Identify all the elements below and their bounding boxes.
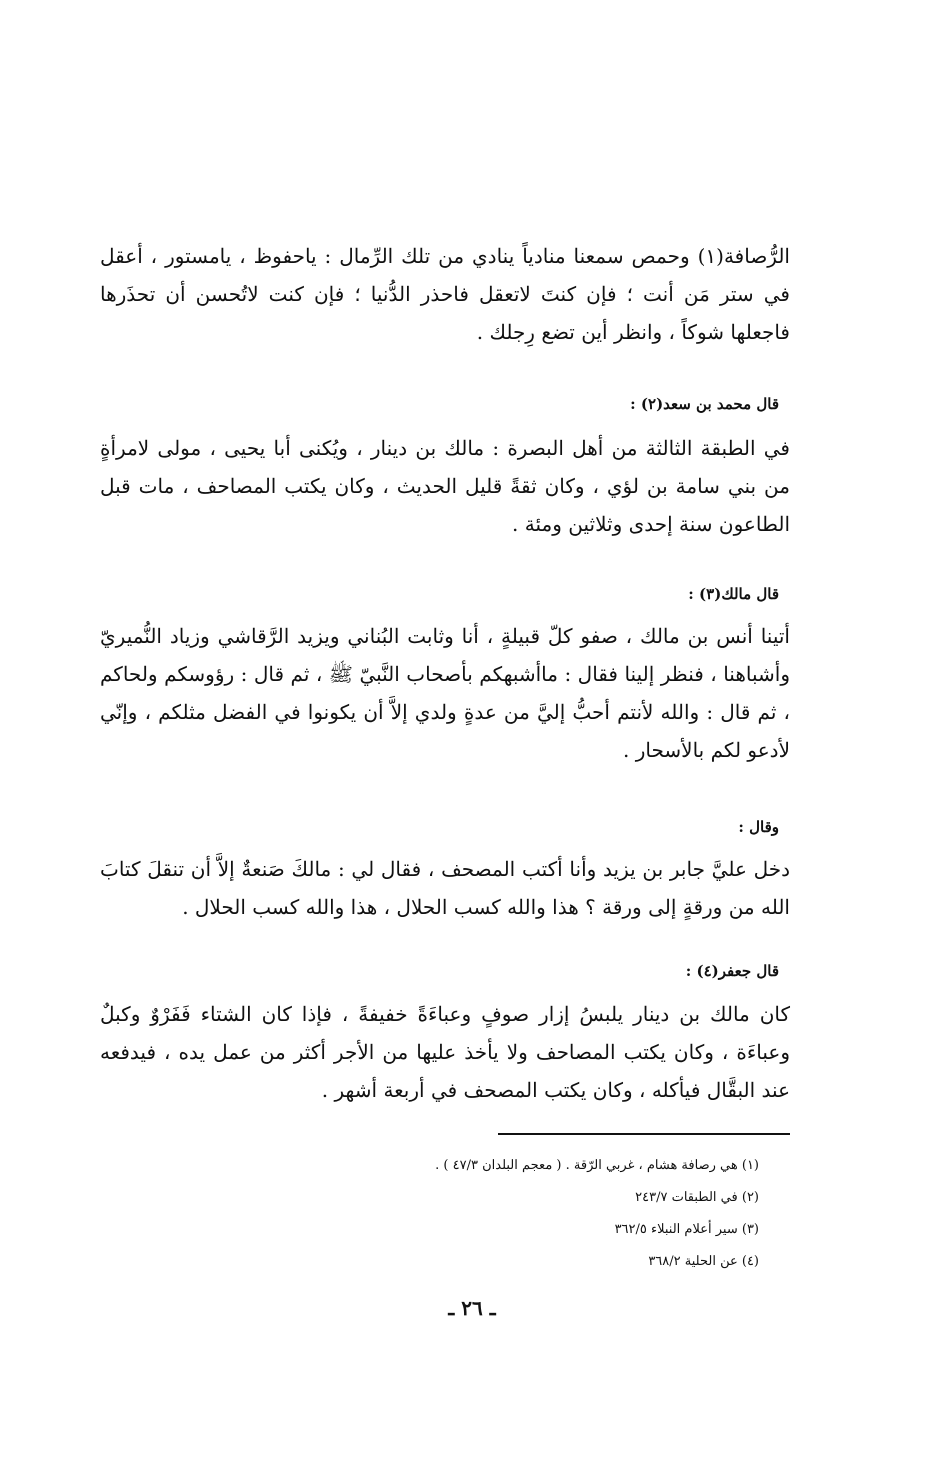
heading-malik: قال مالك(٣) : — [688, 585, 779, 603]
paragraph-malik-clothing: كان مالك بن دينار يلبسُ إزار صوفٍ وعباءَةً خفيفةً ، فإذا كان الشتاء فَفَرْوٌ وكبلٌ وعباءَة ، وكان يكتب المصاحف ولا يأخذ عليها من الأجر أكثر من عمل يده ، فيدفعه عند البقَّال فيأكله ، وكان يكتب المصحف في أربعة أشهر . — [100, 1002, 790, 1102]
heading-muhammad-ibn-saad: قال محمد بن سعد(٢) : — [630, 395, 779, 413]
heading-jafar: قال جعفر(٤) : — [685, 962, 779, 980]
footnote-4: (٤) عن الحلية ٣٦٨/٢ — [648, 1254, 759, 1269]
page-number: ـ ٢٦ ـ — [448, 1296, 496, 1320]
footnote-1: (١) هي رصافة هشام ، غربي الرّقة . ( معجم البلدان ٤٧/٣ ) . — [435, 1158, 759, 1173]
paragraph-rusafa: الرُّصافة(١) وحمص سمعنا منادياً ينادي من تلك الرِّمال : ياحفوظ ، يامستور ، أعقل في ستر مَن أنت ؛ فإن كنتَ لاتعقل فاحذر الدُّنيا ؛ فإن كنت لاتُحسن أن تحذَرها فاجعلها شوكاً ، وانظر أين تضع رِجلك . — [100, 244, 790, 344]
paragraph-tabaqat: في الطبقة الثالثة من أهل البصرة : مالك بن دينار ، ويُكنى أبا يحيى ، مولى لامرأةٍ من بني سامة بن لؤي ، وكان ثقةً قليل الحديث ، وكان يكتب المصاحف ، مات قبل الطاعون سنة إحدى وثلاثين ومئة . — [100, 436, 790, 536]
footnote-2: (٢) في الطبقات ٢٤٣/٧ — [635, 1190, 759, 1205]
footnote-3: (٣) سير أعلام النبلاء ٣٦٢/٥ — [614, 1222, 759, 1237]
footnote-divider — [498, 1133, 790, 1135]
heading-wa-qal: وقال : — [738, 818, 779, 836]
paragraph-jabir-ibn-yazid: دخل عليَّ جابر بن يزيد وأنا أكتب المصحف ، فقال لي : مالكَ صَنعةٌ إلاَّ أن تنقلَ كتابَ الله من ورقةٍ إلى ورقة ؟ هذا والله كسب الحلال ، هذا والله كسب الحلال . — [100, 857, 791, 919]
paragraph-anas-ibn-malik: أتينا أنس بن مالك ، صفو كلّ قبيلةٍ ، أنا وثابت البُناني ويزيد الرَّقاشي وزياد النُّميريّ وأشباهنا ، فنظر إلينا فقال : ماأشبهكم بأصحاب النَّبيّ ﷺ ، ثم قال : رؤوسكم ولحاكم ، ثم قال : والله لأنتم أحبُّ إليَّ من عدةٍ ولدي إلاَّ أن يكونوا في الفضل مثلكم ، وإنّي لأدعو لكم بالأسحار . — [100, 624, 791, 762]
